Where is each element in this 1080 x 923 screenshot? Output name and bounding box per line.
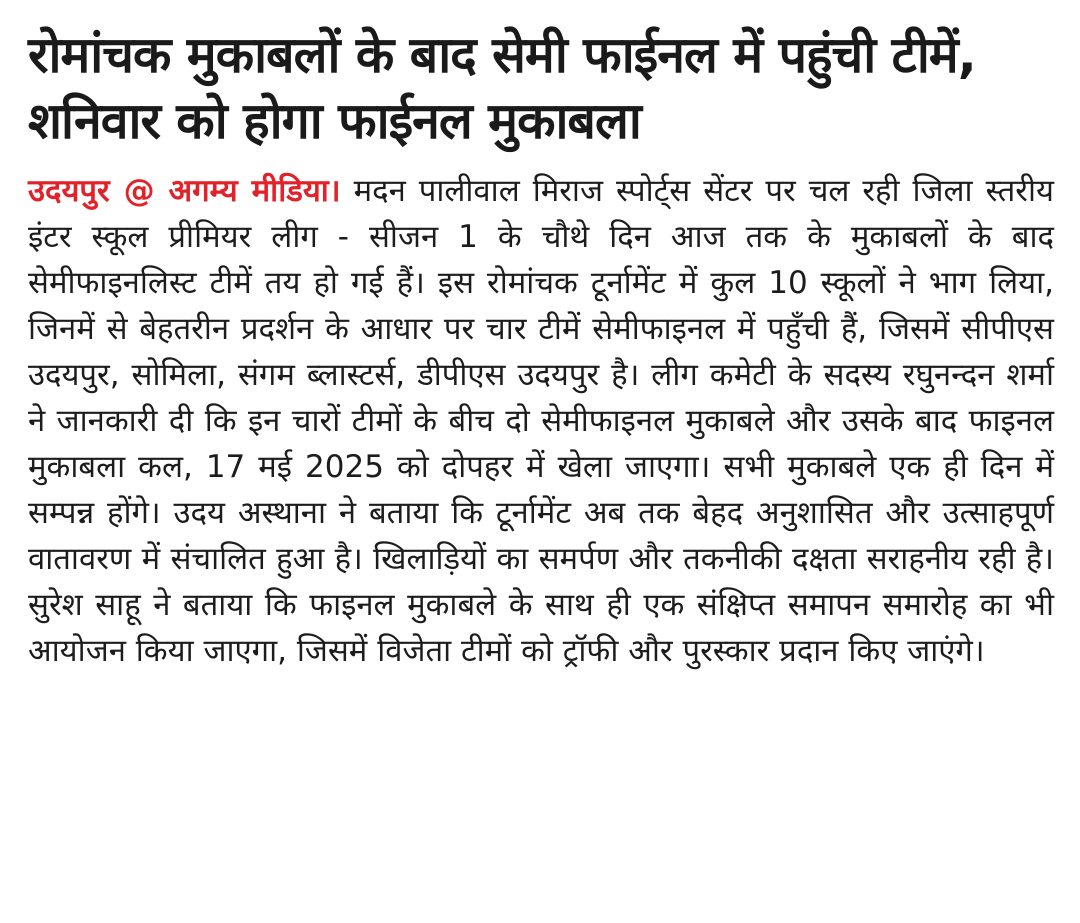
news-article — [28, 22, 1054, 674]
article-body — [28, 168, 1054, 674]
headline: रोमांचक मुकाबलों के बाद सेमी फाईनल में पहुंची टीमें, शनिवार को होगा फाईनल मुकाबला — [28, 26, 976, 150]
dateline: उदयपुर @ अगम्य मीडिया। — [28, 173, 341, 209]
article-body-text: मदन पालीवाल मिराज स्पोर्ट्स सेंटर पर चल रही जिला स्तरीय इंटर स्कूल प्रीमियर लीग - सीजन 1 के चौथे दिन आज तक के मुकाबलों के बाद सेमीफाइनलिस्ट टीमें तय हो गई हैं। इस रोमांचक टूर्नामेंट में कुल 10 स्कूलों ने भाग लिया, जिनमें से बेहतरीन प्रदर्शन के आधार पर चार टीमें सेमीफाइनल में पहुँची हैं, जिसमें सीपीएस उदयपुर, सोमिला, संगम ब्लास्टर्स, डीपीएस उदयपुर है। लीग कमेटी के सदस्य रघुनन्दन शर्मा ने जानकारी दी कि इन चारों टीमों के बीच दो सेमीफाइनल मुकाबले और उसके बाद फाइनल मुकाबला कल, 17 मई 2025 को दोपहर में खेला जाएगा। सभी मुकाबले एक ही दिन में सम्पन्न होंगे। उदय अस्थाना ने बताया कि टूर्नामेंट अब तक बेहद अनुशासित और उत्साहपूर्ण वातावरण में संचालित हुआ है। खिलाड़ियों का समर्पण और तकनीकी दक्षता सराहनीय रही है। सुरेश साहू ने बताया कि फाइनल मुकाबले के साथ ही एक संक्षिप्त समापन समारोह का भी आयोजन किया जाएगा, जिसमें विजेता टीमों को ट्रॉफी और पुरस्कार प्रदान किए जाएंगे। — [28, 173, 1054, 669]
